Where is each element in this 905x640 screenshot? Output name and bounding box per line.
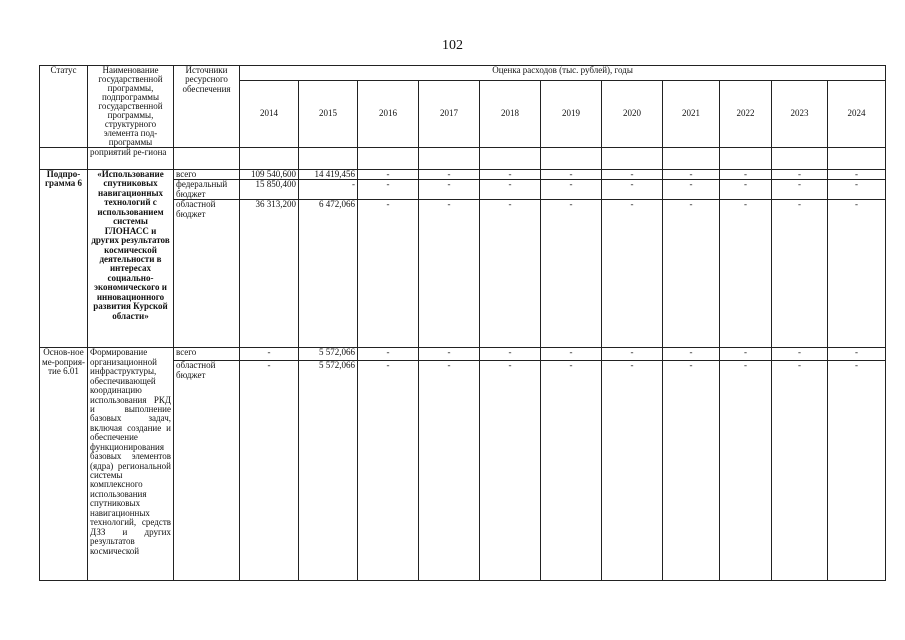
row-source: областной бюджет [174,361,240,581]
value-cell: - [828,200,886,348]
value-cell: - [541,170,602,180]
value-cell: - [541,200,602,348]
value-cell: - [480,170,541,180]
value-cell: - [772,361,828,581]
value-cell: - [419,361,480,581]
value-cell: - [602,170,663,180]
value-cell: - [663,361,720,581]
value-cell: 15 850,400 [240,180,299,200]
value-cell: - [299,180,358,200]
value-cell: 5 572,066 [299,348,358,361]
value-cell: - [419,348,480,361]
value-cell: - [602,361,663,581]
header-estimate: Оценка расходов (тыс. рублей), годы [240,66,886,81]
value-cell: - [720,170,772,180]
row-status: Подпро-грамма 6 [40,170,88,348]
header-sources: Источники ресурсного обеспечения [174,66,240,148]
value-cell: - [480,200,541,348]
header-year: 2015 [299,81,358,148]
value-cell: - [541,361,602,581]
value-cell: - [419,180,480,200]
header-year: 2022 [720,81,772,148]
value-cell: - [419,200,480,348]
value-cell: - [358,170,419,180]
table-row [40,348,886,361]
header-year: 2020 [602,81,663,148]
value-cell: - [772,200,828,348]
empty-cell [40,148,88,170]
value-cell: 14 419,456 [299,170,358,180]
value-cell: - [602,180,663,200]
page-number: 102 [442,38,463,53]
header-year: 2024 [828,81,886,148]
row-source: федеральный бюджет [174,180,240,200]
value-cell: - [358,180,419,200]
table-row [40,170,886,180]
value-cell: - [240,361,299,581]
value-cell: - [828,180,886,200]
value-cell: 36 313,200 [240,200,299,348]
empty-cell [174,148,240,170]
continuation-name: роприятий ре-гиона [88,148,174,170]
value-cell: - [720,200,772,348]
row-source: всего [174,170,240,180]
value-cell: - [663,348,720,361]
table-header-row [40,66,886,81]
value-cell: - [480,361,541,581]
value-cell: 5 572,066 [299,361,358,581]
value-cell: - [663,180,720,200]
row-name: Формирование организационной инфраструктуры, обеспечивающей координацию использования РКД и выполнение базовых задач, включая создание и обеспечение функционирования базовых элементов (ядра) региональной системы комплексного использования спутниковых навигационных технологий, средств ДЗЗ и других результатов космической [88,348,174,581]
value-cell: - [720,348,772,361]
value-cell: - [358,361,419,581]
header-year: 2016 [358,81,419,148]
header-year: 2021 [663,81,720,148]
row-name: «Использование спутниковых навигационных технологий с использованием системы ГЛОНАСС и других результатов космической деятельности в интересах социально-экономического и инновационного развития Курской области» [88,170,174,348]
header-year: 2017 [419,81,480,148]
value-cell: - [772,170,828,180]
header-name: Наименование государственной программы, подпрограммы государственной программы, структурного элемента под-программы [88,66,174,148]
value-cell: - [358,200,419,348]
value-cell: - [480,348,541,361]
value-cell: 109 540,600 [240,170,299,180]
row-source: областной бюджет [174,200,240,348]
value-cell: - [419,170,480,180]
value-cell: - [828,170,886,180]
header-year: 2018 [480,81,541,148]
value-cell: - [772,180,828,200]
value-cell: - [541,348,602,361]
value-cell: - [358,348,419,361]
value-cell: - [663,200,720,348]
value-cell: - [602,348,663,361]
row-source: всего [174,348,240,361]
value-cell: - [480,180,541,200]
value-cell: - [720,361,772,581]
continuation-row [40,148,886,170]
header-year: 2019 [541,81,602,148]
value-cell: - [240,348,299,361]
row-status: Основ-ное ме-роприя-тие 6.01 [40,348,88,581]
value-cell: - [828,348,886,361]
value-cell: - [772,348,828,361]
value-cell: - [663,170,720,180]
header-year: 2014 [240,81,299,148]
header-year: 2023 [772,81,828,148]
value-cell: - [720,180,772,200]
value-cell: - [602,200,663,348]
header-status: Статус [40,66,88,148]
value-cell: - [541,180,602,200]
value-cell: 6 472,066 [299,200,358,348]
budget-table [39,65,886,581]
value-cell: - [828,361,886,581]
